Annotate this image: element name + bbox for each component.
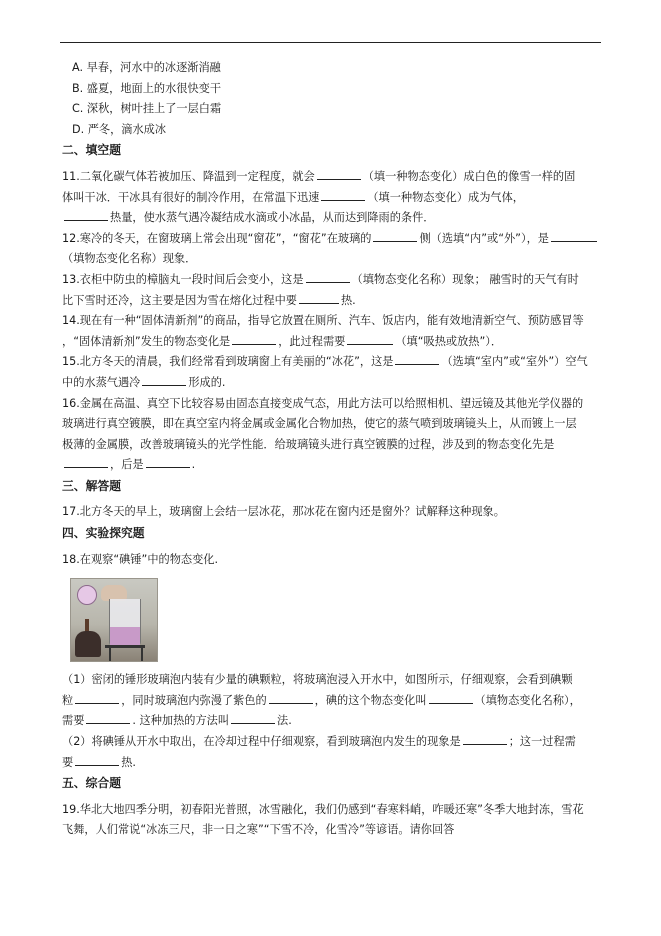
question-15-line-2: 中的水蒸气遇冷 形成的.	[62, 373, 602, 394]
answer-blank[interactable]	[347, 332, 393, 345]
question-17: 17.北方冬天的早上，玻璃窗上会结一层冰花，那冰花在窗内还是窗外？试解释这种现象。	[62, 505, 505, 519]
section-heading-answer: 三、解答题	[62, 478, 121, 493]
answer-blank[interactable]	[64, 455, 108, 468]
question-18-part2-line-1: （2）将碘锤从开水中取出，在冷却过程中仔细观察，看到玻璃泡内发生的现象是 ；这一过程需	[62, 732, 602, 753]
question-18-part1-line-2: 粒 ，同时玻璃泡内弥漫了紫色的 ，碘的这个物态变化叫 （填物态变化名称），	[62, 691, 602, 712]
header-rule	[60, 42, 601, 43]
answer-blank[interactable]	[299, 291, 339, 304]
answer-blank[interactable]	[373, 229, 417, 242]
tripod-stand	[105, 645, 145, 648]
answer-blank[interactable]	[321, 188, 365, 201]
question-16-line-1: 16.金属在高温、真空下比较容易由固态直接变成气态，用此方法可以给照相机、望远镜及其他光学仪器的	[62, 396, 584, 410]
question-11-line-1: 11.二氧化碳气体若被加压、降温到一定程度，就会 （填一种物态变化）成白色的像雪一样的固	[62, 167, 602, 188]
document-body	[62, 58, 602, 841]
option-b: B. 盛夏，地面上的水很快变干	[72, 81, 222, 95]
option-d: D. 严冬，滴水成冰	[72, 122, 167, 136]
answer-blank[interactable]	[64, 208, 108, 221]
question-16-line-3: 极薄的金属膜，改善玻璃镜头的光学性能．给玻璃镜头进行真空镀膜的过程，涉及到的物态变化先是	[62, 437, 555, 451]
answer-blank[interactable]	[142, 373, 186, 386]
answer-blank[interactable]	[75, 691, 119, 704]
answer-blank[interactable]	[463, 732, 507, 745]
answer-blank[interactable]	[146, 455, 190, 468]
question-13-line-1: 13.衣柜中防虫的樟脑丸一段时间后会变小，这是 （填物态变化名称）现象； 融雪时的天气有时	[62, 270, 602, 291]
answer-blank[interactable]	[551, 229, 597, 242]
alcohol-lamp-shape	[75, 631, 101, 657]
section-heading-comprehensive: 五、综合题	[62, 776, 121, 791]
section-heading-experiment: 四、实验探究题	[62, 526, 145, 541]
option-a: A. 早春，河水中的冰逐渐消融	[72, 61, 221, 74]
answer-blank[interactable]	[86, 711, 130, 724]
question-15-line-1: 15.北方冬天的清晨，我们经常看到玻璃窗上有美丽的“冰花”，这是 （选填“室内”或“室外”）空气	[62, 352, 602, 373]
option-c: C. 深秋，树叶挂上了一层白霜	[72, 102, 222, 116]
iodine-hammer-photo	[70, 578, 158, 662]
question-14-line-2: ，“固体清新剂”发生的物态变化是 ，此过程需要 （填“吸热或放热”）．	[62, 332, 602, 353]
answer-blank[interactable]	[306, 270, 350, 283]
glass-bulb-shape	[77, 585, 97, 605]
question-16-line-4: ，后是 .	[62, 455, 602, 476]
question-18-title: 18.在观察“碘锤”中的物态变化.	[62, 552, 219, 566]
question-13-line-2: 比下雪时还冷，这主要是因为雪在熔化过程中要 热.	[62, 291, 602, 312]
answer-blank[interactable]	[269, 691, 313, 704]
section-heading-fill: 二、填空题	[62, 143, 121, 158]
question-19-line-1: 19.华北大地四季分明，初春阳光普照，冰雪融化，我们仍感到“春寒料峭，咋暖还寒”冬季大地封冻，雪花	[62, 802, 584, 816]
question-11-line-2: 体叫干冰．干冰具有很好的制冷作用，在常温下迅速 （填一种物态变化）成为气体，	[62, 188, 602, 209]
question-18-part2-line-2: 要 热.	[62, 753, 602, 774]
question-18-part1-line-1: （1）密闭的锤形玻璃泡内装有少量的碘颗粒，将玻璃泡浸入开水中，如图所示，仔细观察，会看到碘颗	[62, 673, 573, 687]
question-14-line-1: 14.现在有一种“固体清新剂”的商品，指导它放置在厕所、汽车、饭店内，能有效地清新空气、预防感冒等	[62, 314, 584, 328]
answer-blank[interactable]	[429, 691, 473, 704]
question-16-line-2: 玻璃进行真空镀膜，即在真空室内将金属或金属化合物加热，使它的蒸气喷到玻璃镜头上，从而镀上一层	[62, 417, 577, 431]
answer-blank[interactable]	[75, 753, 119, 766]
answer-blank[interactable]	[232, 332, 276, 345]
answer-blank[interactable]	[231, 711, 275, 724]
question-12-line-2: （填物态变化名称）现象．	[62, 252, 197, 266]
answer-blank[interactable]	[395, 352, 439, 365]
question-11-line-3: 热量，使水蒸气遇冷凝结成水滴或小冰晶，从而达到降雨的条件．	[62, 208, 602, 229]
question-12-line-1: 12.寒冷的冬天，在窗玻璃上常会出现“窗花”，“窗花”在玻璃的 侧（选填“内”或“外”），是	[62, 229, 602, 250]
question-19-line-2: 飞舞，人们常说“冰冻三尺，非一日之寒”“下雪不冷，化雪冷”等谚语。请你回答	[62, 823, 455, 837]
beaker-shape	[109, 599, 141, 646]
question-18-part1-line-3: 需要 . 这种加热的方法叫 法.	[62, 711, 602, 732]
answer-blank[interactable]	[317, 167, 361, 180]
